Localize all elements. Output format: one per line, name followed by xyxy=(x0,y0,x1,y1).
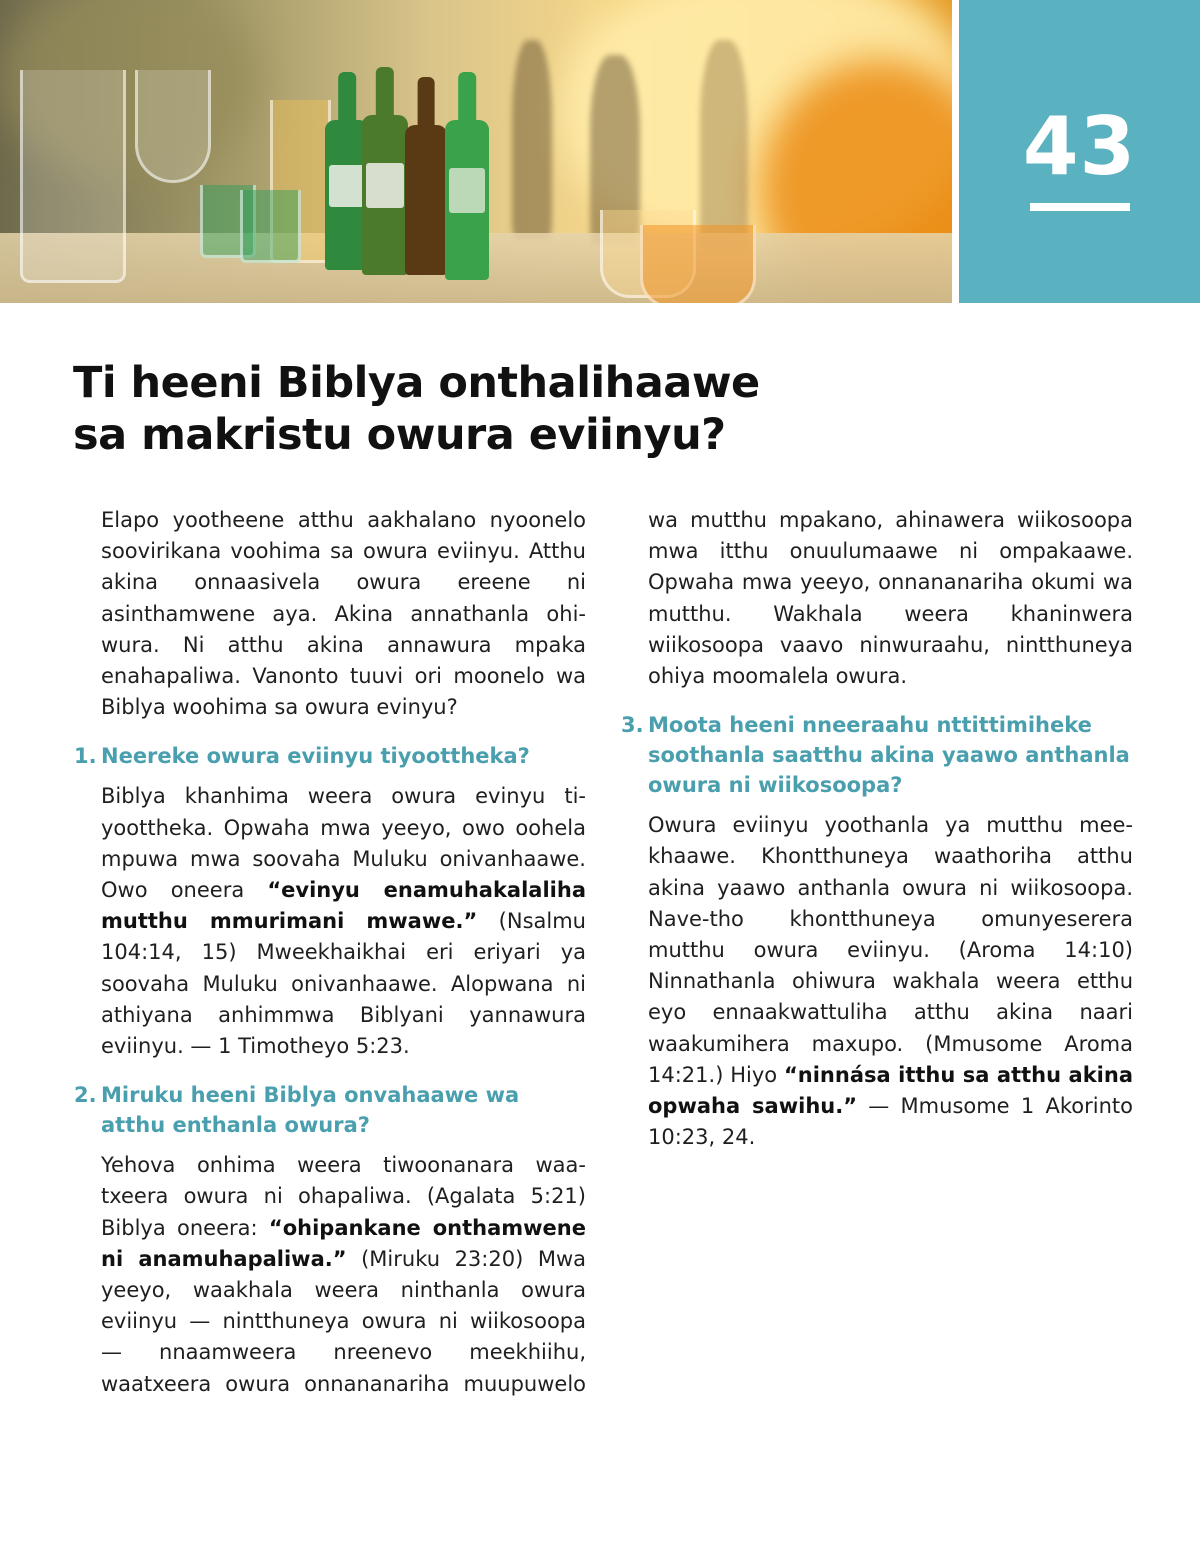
chapter-rule xyxy=(1030,203,1130,211)
question-1-number: 1. xyxy=(74,744,97,769)
question-3-heading xyxy=(621,710,1133,800)
answer-1-paragraph xyxy=(74,781,586,1062)
question-3-number: 3. xyxy=(621,713,644,738)
answer-2-text-a: Yehova onhima weera tiwoonanara waatxeera owura ni ohapaliwa. (Agalata 5:21) Biblya oneera: xyxy=(101,1153,586,1240)
answer-3-paragraph xyxy=(621,810,1133,1153)
two-column-body xyxy=(74,505,1133,1425)
answer-3-text-b: — Mmusome 1 Akorinto 10:23, 24. xyxy=(648,1094,1133,1150)
answer-3-quote: “ninnása itthu sa atthu akina opwaha sawihu.” xyxy=(648,1062,1134,1119)
page-title-line-1: Ti heeni Biblya onthalihaawe xyxy=(73,358,760,408)
chapter-number: 43 xyxy=(1022,100,1137,193)
question-2-number: 2. xyxy=(74,1083,97,1108)
answer-2-text-b: (Miruku 23:20) Mwa yeeyo, waakhala weera ninthanla owura eviinyu — nintthuneya owura ni wiikosoopa — nnaamweera nreenevo meekhiihu, waatxeera owura onnananariha muupuwelo wa mutthu mpakano, ahinawera wiikosoopa mwa itthu onuulumaawe ni ompakaawe. Opwaha mwa yeeyo, onnananariha okumi wa mutthu. Wakhala weera khaninwera wiikosoopa vaavo ninwuraahu, nintthuneya ohiya moomalela owura. xyxy=(101,508,1133,1396)
header-photo xyxy=(0,0,952,303)
answer-1-text-a: Biblya khanhima weera owura evinyu tiyoottheka. Opwaha mwa yeeyo, owo oohela mpuwa mwa soovaha Muluku onivanhaawe. Owo oneera xyxy=(101,784,586,903)
question-1-text: Neereke owura eviinyu tiyoottheka? xyxy=(101,744,530,769)
answer-2-quote: “ohipankane onthamwene ni anamuhapaliwa.” xyxy=(101,1215,586,1271)
question-1-heading xyxy=(74,741,586,771)
question-2-heading xyxy=(74,1080,586,1140)
answer-1-text-b: (Nsalmu 104:14, 15) Mweekhaikhai eri eriyari ya soovaha Muluku onivanhaawe. Alopwana ni athiyana anhimmwa Biblyani yannawura eviinyu. — 1 Timotheyo 5:23. xyxy=(101,909,586,1059)
intro-paragraph: Elapo yootheene atthu aakhalano nyoonelo soovirikana voohima sa owura eviinyu. Atthu akina onnaasivela owura ereene ni asinthamwene aya. Akina annathanla ohiwura. Ni atthu akina annawura mpaka enahapaliwa. Vanonto tuuvi ori moonelo wa Biblya woohima sa owura evinyu? xyxy=(101,508,586,720)
chapter-badge xyxy=(959,0,1200,303)
answer-3-text-a: Owura eviinyu yoothanla ya mutthu meekhaawe. Khontthuneya waathoriha atthu akina yaawo anthanla owura ni wiikosoopa. Nave-tho khontthuneya omunyeserera mutthu owura eviinyu. (Aroma 14:10) Ninnathanla ohiwura wakhala weera etthu eyo ennaakwattuliha atthu akina naari waakumihera maxupo. (Mmusome Aroma 14:21.) Hiyo xyxy=(648,813,1133,1087)
question-2-text: Miruku heeni Biblya onvahaawe wa atthu enthanla owura? xyxy=(101,1083,520,1138)
page-title-line-2: sa makristu owura eviinyu? xyxy=(73,410,726,460)
answer-1-quote: “evinyu enamuhakalaliha mutthu mmurimani mwawe.” xyxy=(101,878,586,934)
page-title xyxy=(73,357,973,461)
question-3-text: Moota heeni nneeraahu nttittimiheke soothanla saatthu akina yaawo anthanla owura ni wiikosoopa? xyxy=(648,713,1130,798)
